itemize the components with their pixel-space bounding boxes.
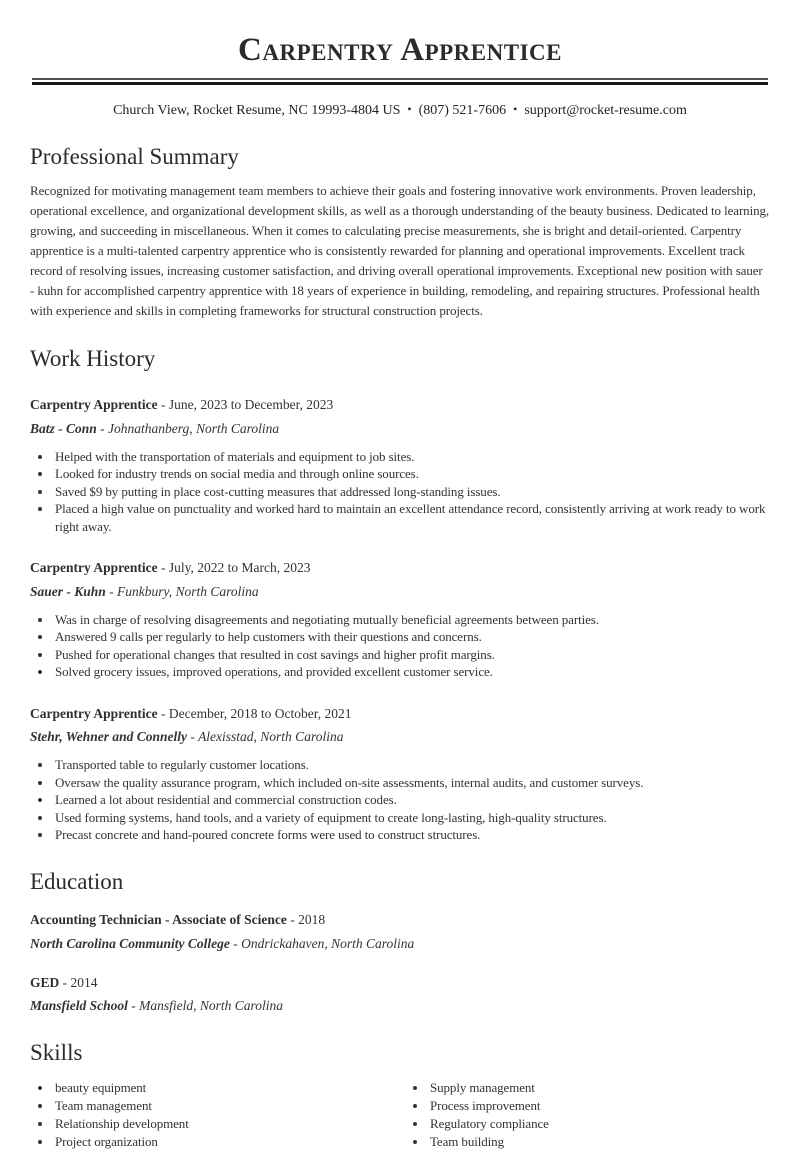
dash-separator: - <box>290 912 295 928</box>
job-title: Carpentry Apprentice <box>30 560 158 576</box>
job-bullet: • Solved grocery issues, improved operations, and provided excellent customer service. <box>53 663 770 681</box>
school-line <box>30 935 770 953</box>
job-dates: July, 2022 to March, 2023 <box>168 560 311 576</box>
skill-item: • Project organization <box>53 1133 395 1151</box>
dash-separator: - <box>131 998 136 1014</box>
skill-item: • Supply management <box>428 1079 770 1097</box>
bullet-separator: • <box>513 102 518 117</box>
skill-item: • Team building <box>428 1133 770 1151</box>
section-heading-skills: Skills <box>30 1040 83 1066</box>
job-bullet: • Pushed for operational changes that resulted in cost savings and higher profit margins. <box>53 646 770 664</box>
job-bullet: • Helped with the transportation of materials and equipment to job sites. <box>53 448 770 466</box>
job-company: Batz - Conn <box>30 420 97 436</box>
job-bullet: • Was in charge of resolving disagreements and negotiating mutually beneficial agreements between parties. <box>53 611 770 629</box>
degree-title: GED <box>30 974 60 990</box>
dash-separator: - <box>233 935 238 951</box>
job-bullet: • Learned a lot about residential and commercial construction codes. <box>53 791 770 809</box>
job-entry <box>30 396 770 535</box>
job-location: Johnathanberg, North Carolina <box>108 420 280 436</box>
header-double-rule <box>32 78 768 85</box>
job-bullet: • Used forming systems, hand tools, and a variety of equipment to create long-lasting, high-quality structures. <box>53 809 770 827</box>
job-bullet: • Transported table to regularly customer locations. <box>53 756 770 774</box>
job-bullet: • Precast concrete and hand-poured concrete forms were used to construct structures. <box>53 826 770 844</box>
contact-line <box>30 102 770 119</box>
dash-separator: - <box>62 974 68 990</box>
job-bullet-list <box>30 756 770 844</box>
section-heading-professional-summary: Professional Summary <box>30 144 239 170</box>
dash-separator: - <box>190 729 195 745</box>
dash-separator: - <box>161 397 166 413</box>
school-name: North Carolina Community College <box>30 935 230 951</box>
section-heading-education: Education <box>30 868 124 894</box>
bullet-separator: • <box>407 102 412 117</box>
degree-title: Accounting Technician - Associate of Science <box>30 912 287 928</box>
school-name: Mansfield School <box>30 998 128 1014</box>
school-location: Ondrickahaven, North Carolina <box>241 935 415 951</box>
education-entry <box>30 974 770 1015</box>
job-bullet-list <box>30 448 770 536</box>
education-entry <box>30 911 770 952</box>
skill-item: • Process improvement <box>428 1097 770 1115</box>
job-company-line <box>30 583 770 601</box>
job-company: Stehr, Wehner and Connelly <box>30 729 188 745</box>
professional-summary-text: Recognized for motivating management team members to achieve their goals and fostering innovative work environments. Proven leadership, operational excellence, and organizational development skills, as well as a thorough understanding of the beauty business. Dedicated to learning, growing, and succeeding in miscellaneous. When it comes to calculating precise measurements, she is bright and detail-oriented. Carpentry apprentice is a multi-talented carpentry apprentice who is consistently rewarded for planning and operational improvements. Excellent track record of resolving issues, increasing customer satisfaction, and driving overall operational improvements. Exceptional new position with sauer - kuhn for accomplished carpentry apprentice with 18 years of experience in building, remodeling, and repairing structures. Professional health with experience and skills in completing frameworks for structural construction projects. <box>30 182 770 318</box>
dash-separator: - <box>161 560 166 576</box>
job-company-line <box>30 728 770 746</box>
job-bullet: • Oversaw the quality assurance program, which included on-site assessments, internal audits, and customer surveys. <box>53 774 770 792</box>
job-title-line <box>30 396 770 414</box>
skill-item: • beauty equipment <box>53 1079 395 1097</box>
job-company: Sauer - Kuhn <box>30 583 106 599</box>
contact-email: support@rocket-resume.com <box>524 103 687 119</box>
job-bullet: • Looked for industry trends on social media and through online sources. <box>53 465 770 483</box>
job-title-line <box>30 559 770 577</box>
skill-item: • Regulatory compliance <box>428 1115 770 1133</box>
job-location: Funkbury, North Carolina <box>117 583 259 599</box>
job-dates: June, 2023 to December, 2023 <box>168 397 334 413</box>
school-location: Mansfield, North Carolina <box>139 998 284 1014</box>
graduation-year: 2018 <box>298 912 326 928</box>
skill-item: • Team management <box>53 1097 395 1115</box>
job-title: Carpentry Apprentice <box>30 705 158 721</box>
graduation-year: 2014 <box>70 974 98 990</box>
job-dates: December, 2018 to October, 2021 <box>168 705 352 721</box>
contact-address: Church View, Rocket Resume, NC 19993-4804 US <box>113 103 401 119</box>
job-location: Alexisstad, North Carolina <box>198 729 344 745</box>
job-bullet-list <box>30 611 770 681</box>
dash-separator: - <box>161 705 166 721</box>
skills-columns <box>30 1079 770 1151</box>
job-title: Carpentry Apprentice <box>30 397 158 413</box>
dash-separator: - <box>109 583 114 599</box>
job-bullet: • Answered 9 calls per regularly to help customers with their questions and concerns. <box>53 628 770 646</box>
contact-phone: (807) 521-7606 <box>418 103 507 119</box>
job-bullet: • Placed a high value on punctuality and worked hard to maintain an excellent attendance record, consistently arriving at work ready to work right away. <box>53 500 770 535</box>
skills-column-left <box>30 1079 395 1151</box>
job-title-line <box>30 705 770 723</box>
skills-column-right <box>405 1079 770 1151</box>
job-company-line <box>30 420 770 438</box>
degree-line <box>30 974 770 992</box>
job-entry <box>30 705 770 844</box>
job-bullet: • Saved $9 by putting in place cost-cutting measures that addressed long-standing issues. <box>53 483 770 501</box>
resume-title: Carpentry Apprentice <box>238 32 562 68</box>
job-entry <box>30 559 770 680</box>
degree-line <box>30 911 770 929</box>
dash-separator: - <box>100 420 105 436</box>
section-heading-work-history: Work History <box>30 345 156 371</box>
school-line <box>30 997 770 1015</box>
skill-item: • Relationship development <box>53 1115 395 1133</box>
